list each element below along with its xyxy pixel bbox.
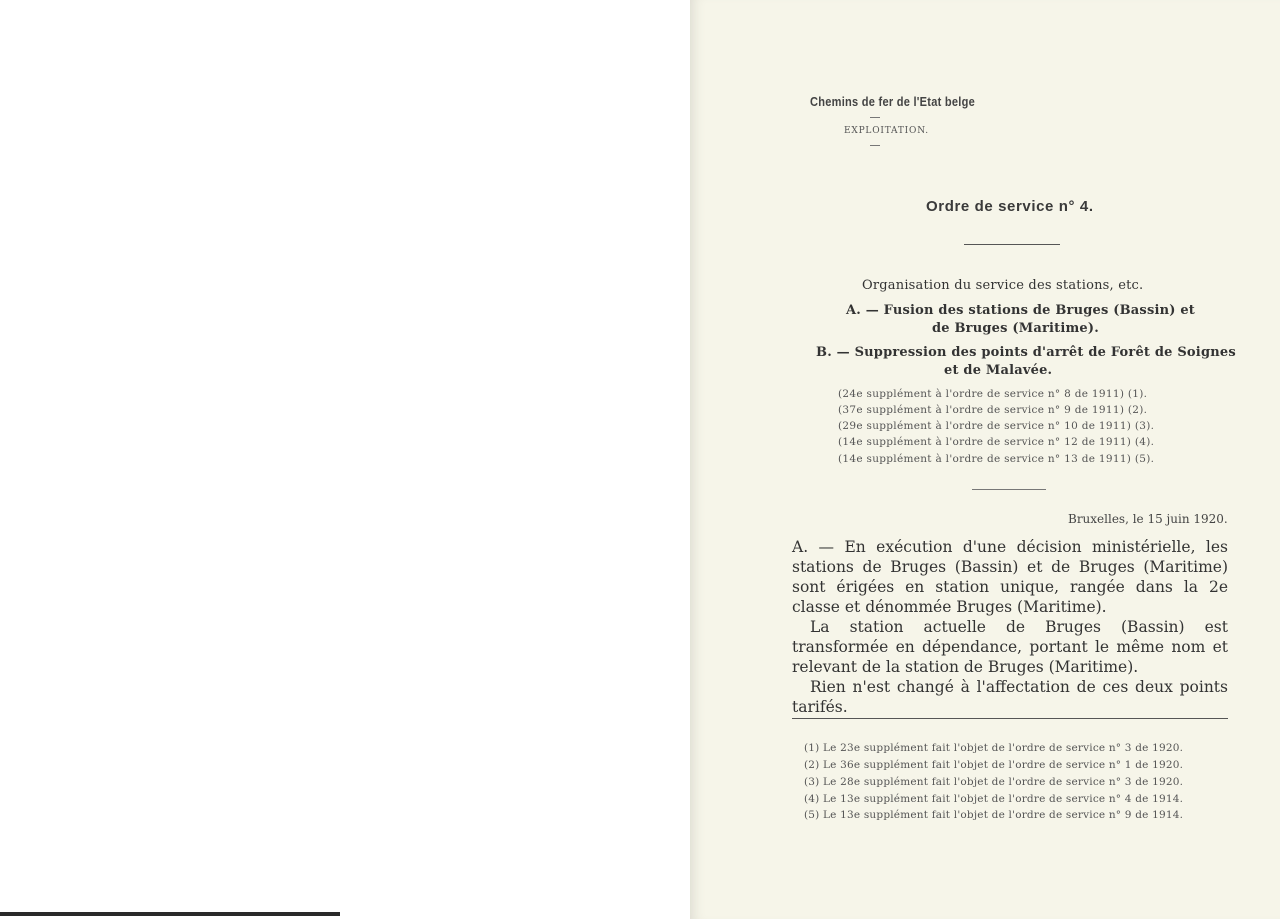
footnote: (1) Le 23e supplément fait l'objet de l'ordre de service n° 3 de 1920.: [804, 742, 1184, 754]
title-rule: [964, 244, 1060, 245]
footnote: (5) Le 13e supplément fait l'objet de l'ordre de service n° 9 de 1914.: [804, 809, 1184, 821]
supplement-line: (37e supplément à l'ordre de service n° 9 de 1911) (2).: [838, 404, 1148, 416]
footnote: (2) Le 36e supplément fait l'objet de l'ordre de service n° 1 de 1920.: [804, 759, 1184, 771]
document-page: [690, 0, 1280, 919]
supplement-line: (29e supplément à l'ordre de service n° 10 de 1911) (3).: [838, 420, 1155, 432]
body-paragraph-3: Rien n'est changé à l'affectation de ces deux points tarifés.: [792, 678, 1228, 716]
heading-b-line2: et de Malavée.: [944, 363, 1053, 378]
section-rule: [972, 489, 1046, 490]
supplement-line: (24e supplément à l'ordre de service n° 8 de 1911) (1).: [838, 388, 1148, 400]
heading-a-line2: de Bruges (Maritime).: [932, 321, 1099, 336]
supplement-line: (14e supplément à l'ordre de service n° 12 de 1911) (4).: [838, 436, 1155, 448]
footnote: (3) Le 28e supplément fait l'objet de l'ordre de service n° 3 de 1920.: [804, 776, 1184, 788]
main-heading: Organisation du service des stations, etc.: [862, 278, 1144, 293]
organization-name: Chemins de fer de l'Etat belge: [810, 94, 976, 109]
body-text: [792, 537, 1228, 717]
document-title: Ordre de service n° 4.: [926, 198, 1094, 215]
header-dash-2: [870, 145, 880, 146]
heading-a-line1: A. — Fusion des stations de Bruges (Bassin) et: [846, 303, 1196, 318]
scan-bottom-edge: [0, 912, 340, 916]
body-paragraph-2: La station actuelle de Bruges (Bassin) est transformée en dépendance, portant le même nom et relevant de la station de Bruges (Maritime).: [792, 618, 1228, 676]
footnote-rule: [792, 718, 1228, 719]
department-label: EXPLOITATION.: [844, 126, 929, 136]
header-dash-1: [870, 117, 880, 118]
heading-b-line1: B. — Suppression des points d'arrêt de Forêt de Soignes: [816, 345, 1236, 360]
date-line: Bruxelles, le 15 juin 1920.: [1068, 512, 1228, 526]
body-paragraph-1: A. — En exécution d'une décision ministérielle, les stations de Bruges (Bassin) et de Bruges (Maritime) sont érigées en station unique, rangée dans la 2e classe et dénommée Bruges (Maritime).: [792, 538, 1228, 616]
supplement-line: (14e supplément à l'ordre de service n° 13 de 1911) (5).: [838, 453, 1155, 465]
footnote: (4) Le 13e supplément fait l'objet de l'ordre de service n° 4 de 1914.: [804, 793, 1184, 805]
